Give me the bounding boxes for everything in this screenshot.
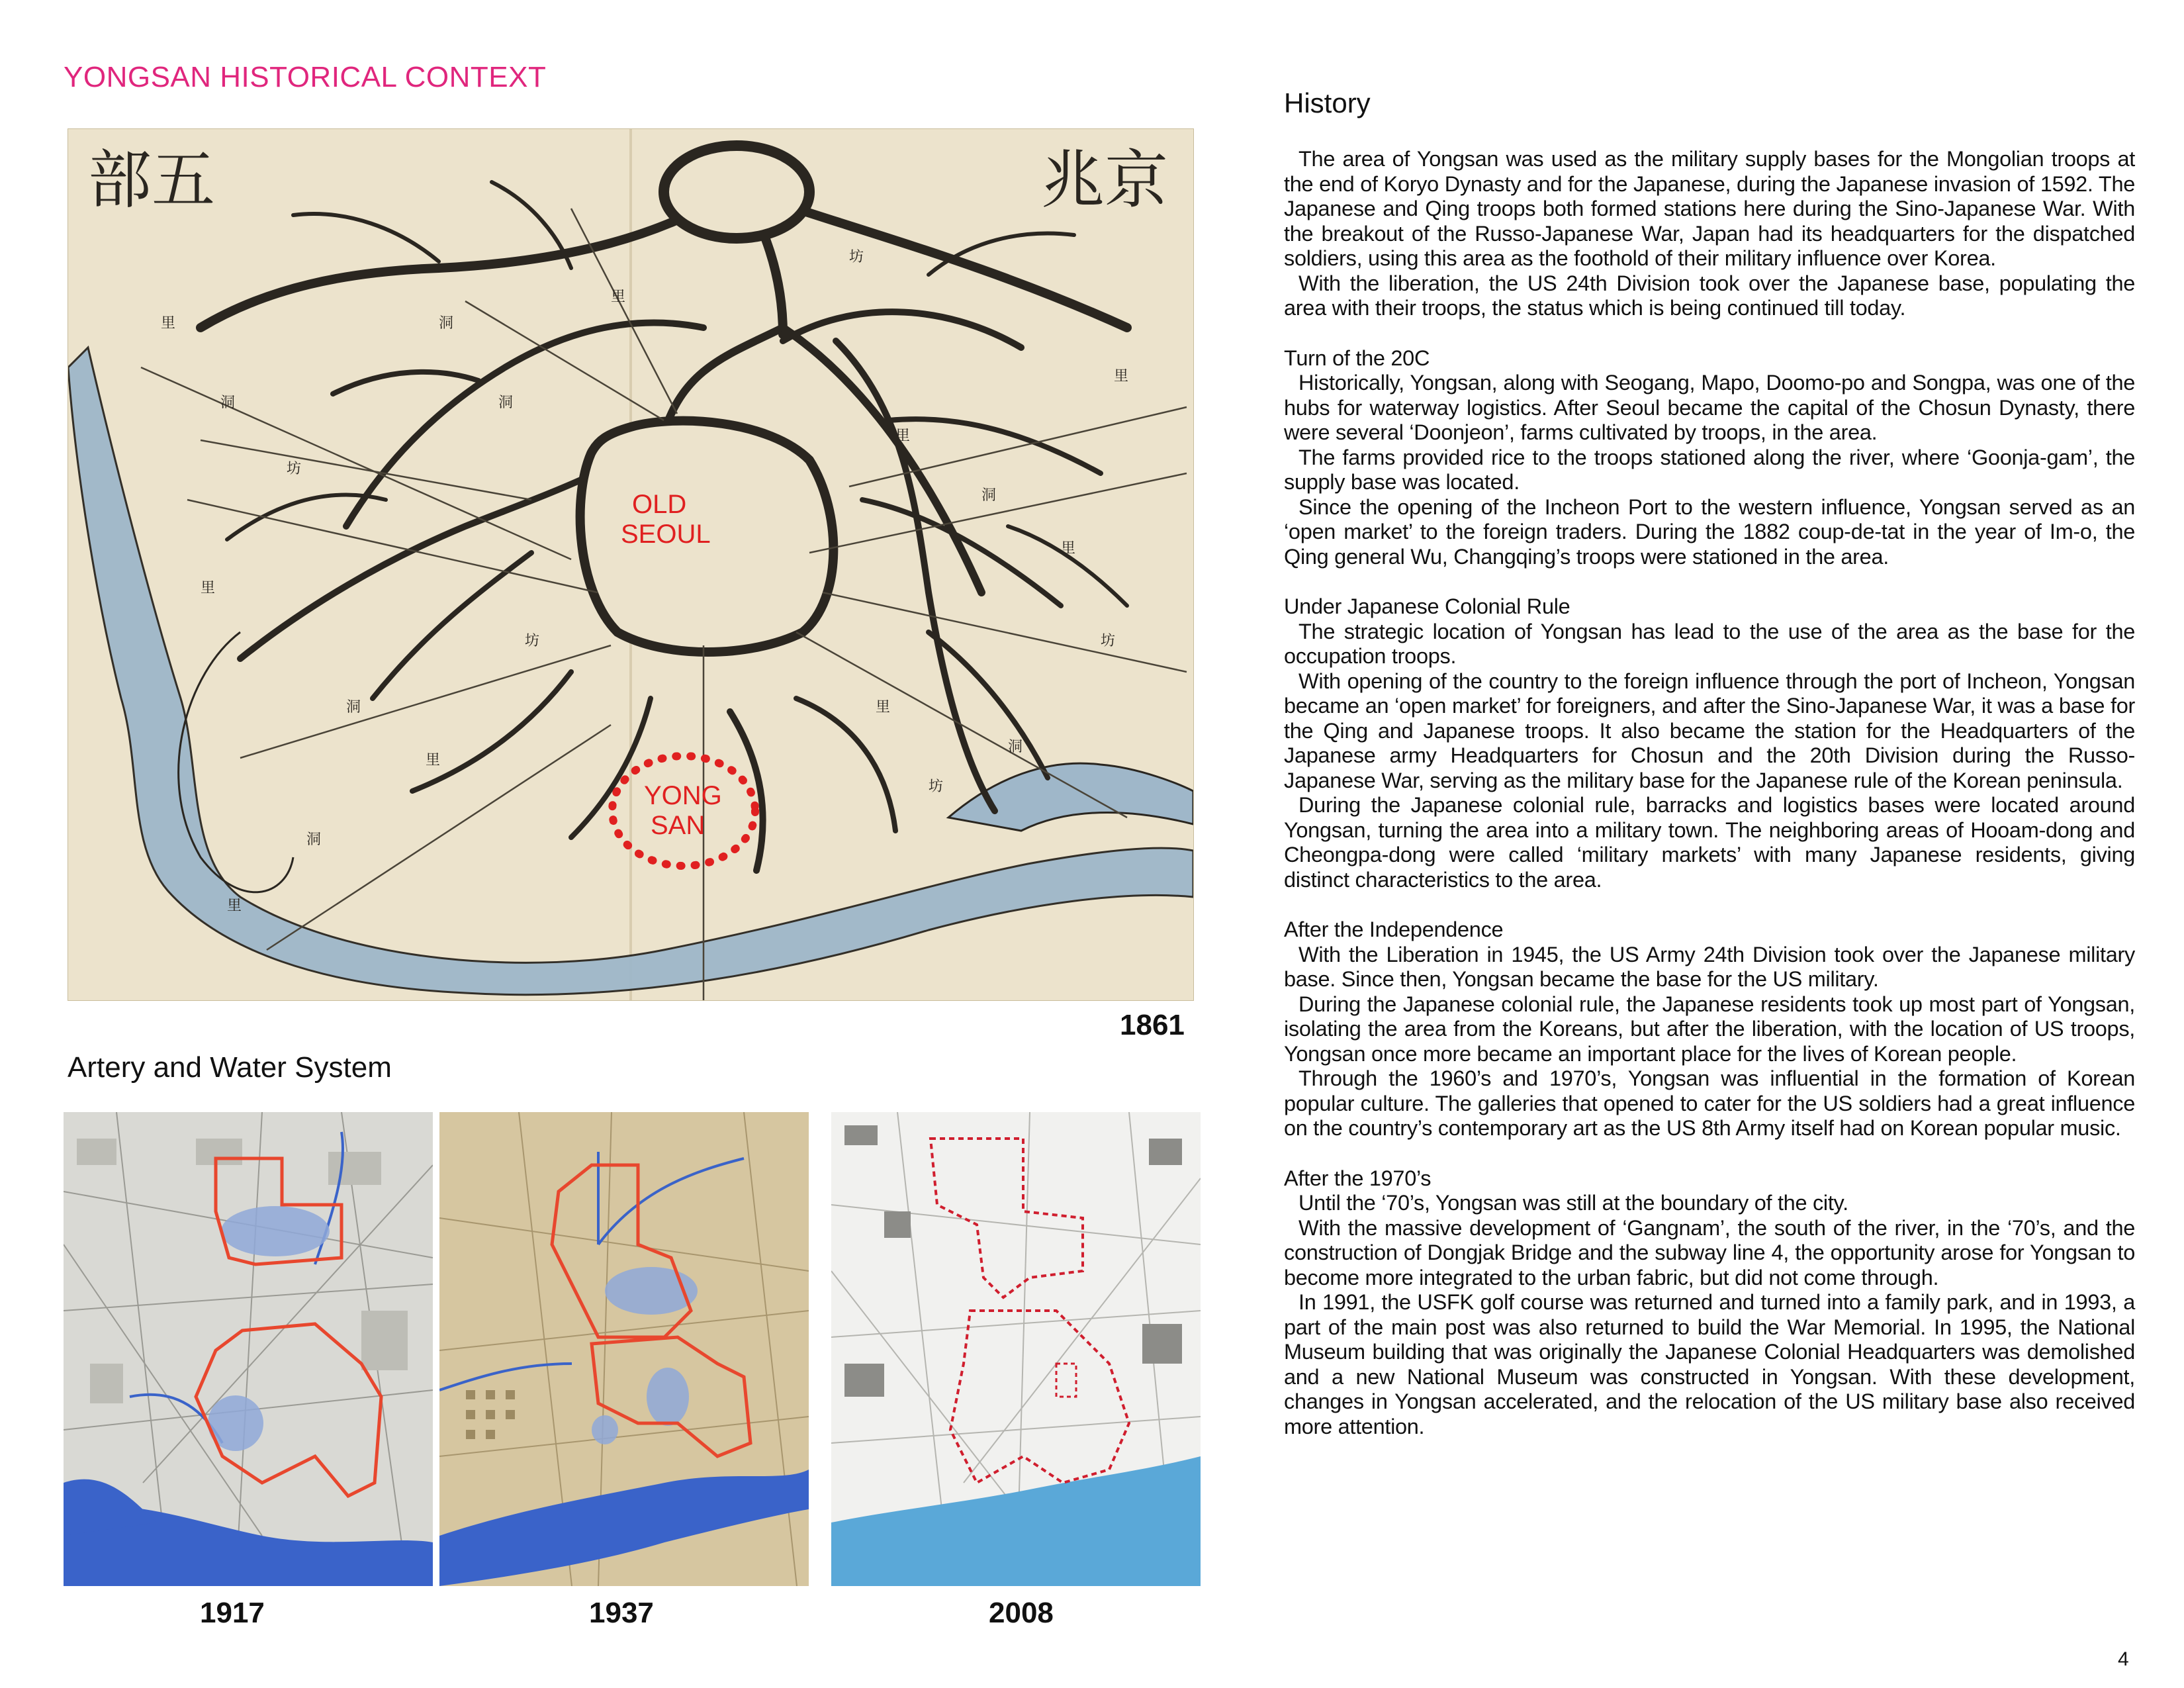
paragraph: Historically, Yongsan, along with Seogang, Mapo, Doomo-po and Songpa, was one of the hubs for waterway logistics. After Seoul became the capital of the Chosun Dynasty, there were several ‘Doonjeon’, farms cultivated by troops, in the area. [1284, 371, 2135, 444]
svg-text:里: 里 [426, 752, 441, 769]
map-1917-image [64, 1112, 433, 1586]
yongsan-label-line1: YONG [644, 781, 722, 810]
svg-text:里: 里 [611, 289, 626, 305]
map-1937-year: 1937 [589, 1597, 654, 1629]
svg-text:里: 里 [1114, 368, 1129, 385]
svg-text:里: 里 [876, 699, 891, 716]
svg-text:坊: 坊 [929, 778, 944, 795]
section-title: Under Japanese Colonial Rule [1284, 594, 1570, 618]
paragraph: The area of Yongsan was used as the military supply bases for the Mongolian troops at the end of Koryo Dynasty and for the Japanese, during the Japanese invasion of 1592. The Japanese and Qing troops both formed stations here during the Sino-Japanese War. With the breakout of the Russo-Japanese War, Japan had its headquarters for the dispatched soldiers, using this area as the foothold of their military influence over Korea. [1284, 147, 2135, 270]
svg-text:里: 里 [227, 898, 242, 914]
map-2008-image [831, 1112, 1201, 1586]
section-title: After the Independence [1284, 917, 1504, 941]
paragraph: During the Japanese colonial rule, the Japanese residents took up most part of Yongsan, isolating the area from the Koreans, but after the liberation, with the location of US troops, Yongsan once more became an important place for the lives of Korean people. [1284, 992, 2135, 1066]
svg-text:洞: 洞 [346, 699, 361, 716]
svg-text:坊: 坊 [1101, 633, 1116, 649]
old-seoul-label-line2: SEOUL [621, 520, 711, 549]
paragraph: In 1991, the USFK golf course was returned and turned into a family park, and in 1993, a part of the main post was also returned to build the War Memorial. In 1995, the National Museum building that was originally the Japanese Colonial Headquarters was demolished and a new National Museum was constructed in Yongsan. With these development, changes in Yongsan accelerated, and the relocation of the US military base also received more attention. [1284, 1290, 2135, 1438]
yongsan-label-line2: SAN [651, 811, 705, 840]
svg-text:洞: 洞 [220, 395, 236, 411]
paragraph: With the liberation, the US 24th Division took over the Japanese base, populating the area with their troops, the status which is being continued till today. [1284, 271, 2135, 320]
map-1861-image [68, 128, 1194, 1001]
paragraph: During the Japanese colonial rule, barracks and logistics bases were located around Yongsan, turning the area into a military town. The neighboring areas of Hooam-dong and Cheongpa-dong were called ‘military markets’ with many Japanese residents, giving distinct characteristics to the area. [1284, 793, 2135, 892]
svg-text:洞: 洞 [306, 831, 322, 848]
history-section-turn-of-20c [1284, 346, 2135, 570]
svg-text:洞: 洞 [1008, 739, 1023, 755]
paragraph: Until the ‘70’s, Yongsan was still at the boundary of the city. [1298, 1191, 1848, 1215]
artery-section-heading: Artery and Water System [68, 1051, 392, 1084]
page-number: 4 [2118, 1648, 2129, 1670]
paragraph: The farms provided rice to the troops stationed along the river, where ‘Goonja-gam’, the supply base was located. [1284, 445, 2135, 494]
section-title: After the 1970’s [1284, 1166, 1432, 1190]
svg-text:坊: 坊 [849, 249, 864, 265]
paragraph: With the massive development of ‘Gangnam’, the south of the river, in the ‘70’s, and the construction of Dongjak Bridge and the subway line 4, the opportunity arose for Yongsan to become more integrated to the urban fabric, but did not come through. [1284, 1215, 2135, 1289]
map-1937-image [439, 1112, 809, 1586]
section-title: Turn of the 20C [1284, 346, 1430, 370]
map-corner-left: 部五 [88, 143, 215, 217]
svg-text:坊: 坊 [525, 633, 540, 649]
map-1861-year: 1861 [1120, 1009, 1185, 1041]
svg-text:里: 里 [895, 428, 911, 444]
svg-text:里: 里 [1061, 540, 1076, 557]
history-heading: History [1284, 87, 1371, 118]
history-intro [1284, 147, 2135, 321]
map-corner-right: 兆京 [1041, 143, 1168, 217]
history-section-after-1970s [1284, 1166, 2135, 1440]
history-body [1284, 147, 2135, 1439]
paragraph: Since the opening of the Incheon Port to the western influence, Yongsan served as an ‘open market’ to the foreign traders. During the 1882 coup-de-tat in the year of Im-o, the Qing general Wu, Changqing’s troops were stationed in the area. [1284, 494, 2135, 569]
svg-text:洞: 洞 [981, 487, 997, 504]
old-seoul-label-line1: OLD [632, 490, 687, 519]
paragraph: With the Liberation in 1945, the US Army 24th Division took over the Japanese military base. Since then, Yongsan became the base for the US military. [1284, 942, 2135, 991]
history-section-colonial [1284, 594, 2135, 892]
svg-text:洞: 洞 [498, 395, 514, 411]
page-title: YONGSAN HISTORICAL CONTEXT [64, 61, 547, 93]
paragraph: Through the 1960’s and 1970’s, Yongsan was influential in the formation of Korean popular culture. The galleries that opened to cater for the US soldiers had a great influence on the country’s contemporary art as the US 8th Army itself had on Korean popular music. [1284, 1066, 2135, 1140]
paragraph: With opening of the country to the foreign influence through the port of Incheon, Yongsan became an ‘open market’ for foreigners, and after the Sino-Japanese War, it was a base for the Qing and Japanese troops. It also became the station for the Headquarters of the Japanese army Headquarters for Chosun and the 20th Division during the Russo-Japanese War, serving as the military base for the Japanese rule of the Korean peninsula. [1284, 669, 2135, 792]
svg-text:里: 里 [201, 580, 216, 596]
svg-text:里: 里 [161, 315, 176, 332]
map-2008-year: 2008 [989, 1597, 1054, 1629]
paragraph: The strategic location of Yongsan has lead to the use of the area as the base for the occupation troops. [1284, 619, 2135, 668]
svg-text:坊: 坊 [287, 461, 302, 477]
svg-text:洞: 洞 [439, 315, 454, 332]
history-section-independence [1284, 917, 2135, 1141]
map-1917-year: 1917 [200, 1597, 265, 1629]
